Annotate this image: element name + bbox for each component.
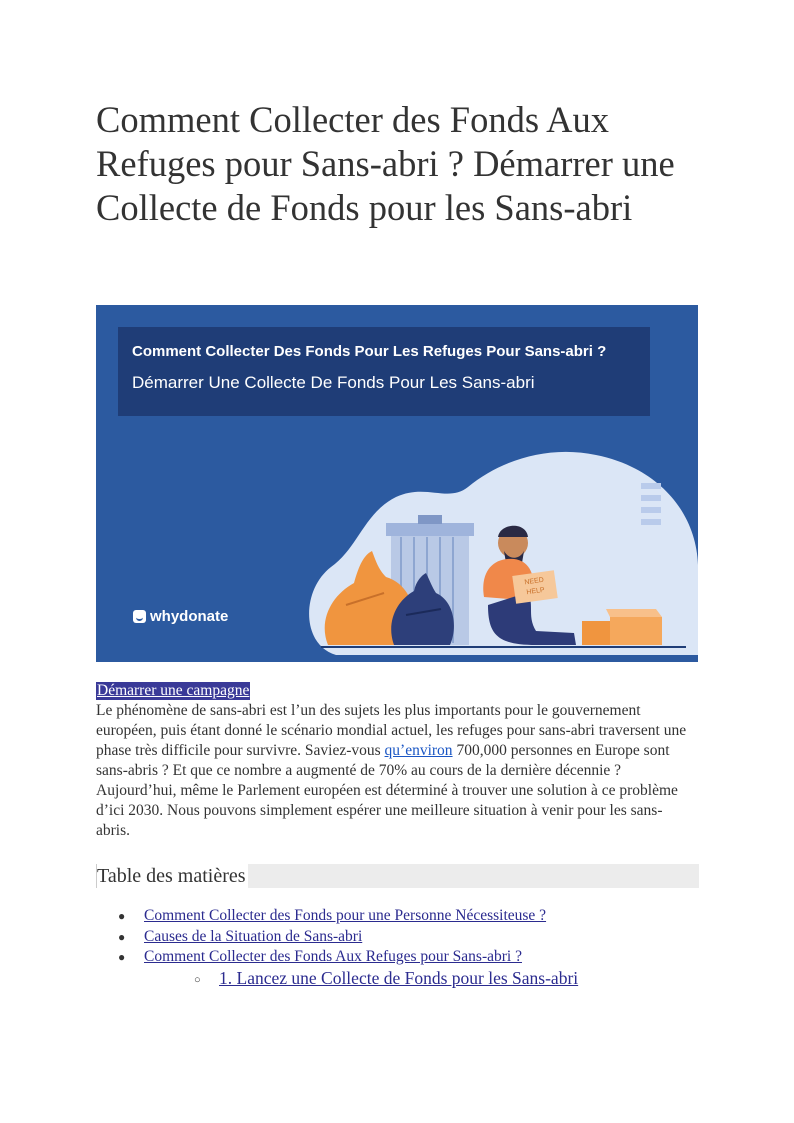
toc-item: [96, 947, 546, 968]
toc-item: [96, 906, 546, 927]
toc-link-lancez-collecte[interactable]: 1. Lancez une Collecte de Fonds pour les Sans-abri: [219, 968, 579, 988]
toc-link-causes[interactable]: Causes de la Situation de Sans-abri: [144, 927, 363, 945]
start-campaign-link[interactable]: Démarrer une campagne: [97, 682, 250, 699]
sign-text-line2: HELP: [526, 586, 546, 597]
toc-item: [96, 927, 546, 948]
toc-sublist: [96, 967, 578, 989]
bullet-icon: ●: [118, 929, 126, 944]
bullet-icon: ●: [118, 950, 126, 964]
sign-text-line1: NEED: [524, 576, 545, 587]
statistic-link[interactable]: qu’environ: [384, 742, 453, 759]
whydonate-logo-icon: [133, 610, 146, 623]
circle-bullet-icon: ○: [194, 974, 201, 986]
banner-heading: Comment Collecter Des Fonds Pour Les Refuges Pour Sans-abri ?: [132, 343, 607, 360]
table-of-contents-header: [96, 864, 699, 888]
toc-link-refuges[interactable]: Comment Collecter des Fonds Aux Refuges pour Sans-abri ?: [144, 948, 522, 965]
toc-link-personne-necessiteuse[interactable]: Comment Collecter des Fonds pour une Personne Nécessiteuse ?: [144, 907, 547, 924]
intro-text-after: 700,000 personnes en Europe sont sans-abris ? Et que ce nombre a augmenté de 70% au cours de la dernière décennie ? Aujourd’hui, même le Parlement européen est déterminé à trouver une solution à ce problème d’ici 2030. Nous pouvons simplement espérer une meilleure situation à venir pour les sans-abris.: [96, 742, 678, 839]
hero-banner-image: [96, 305, 698, 662]
article-title: Comment Collecter des Fonds Aux Refuges pour Sans-abri ? Démarrer une Collecte de Fonds pour les Sans-abri: [96, 99, 675, 228]
toc-subitem: [96, 967, 578, 989]
logo-text: whydonate: [150, 608, 229, 625]
intro-text-before: Le phénomène de sans-abri est l’un des sujets les plus importants pour le gouvernement européen, puis étant donné le scénario mondial actuel, les refuges pour sans-abri traversent une phase très difficile pour survivre. Saviez-vous: [96, 702, 687, 759]
banner-title-box: [118, 327, 650, 416]
toc-list: [96, 906, 546, 968]
whydonate-logo: [133, 608, 228, 625]
intro-paragraph: [96, 701, 696, 841]
banner-subheading: Démarrer Une Collecte De Fonds Pour Les Sans-abri: [132, 373, 535, 392]
toc-title: Table des matières: [97, 865, 246, 887]
bullet-icon: ●: [118, 909, 126, 923]
